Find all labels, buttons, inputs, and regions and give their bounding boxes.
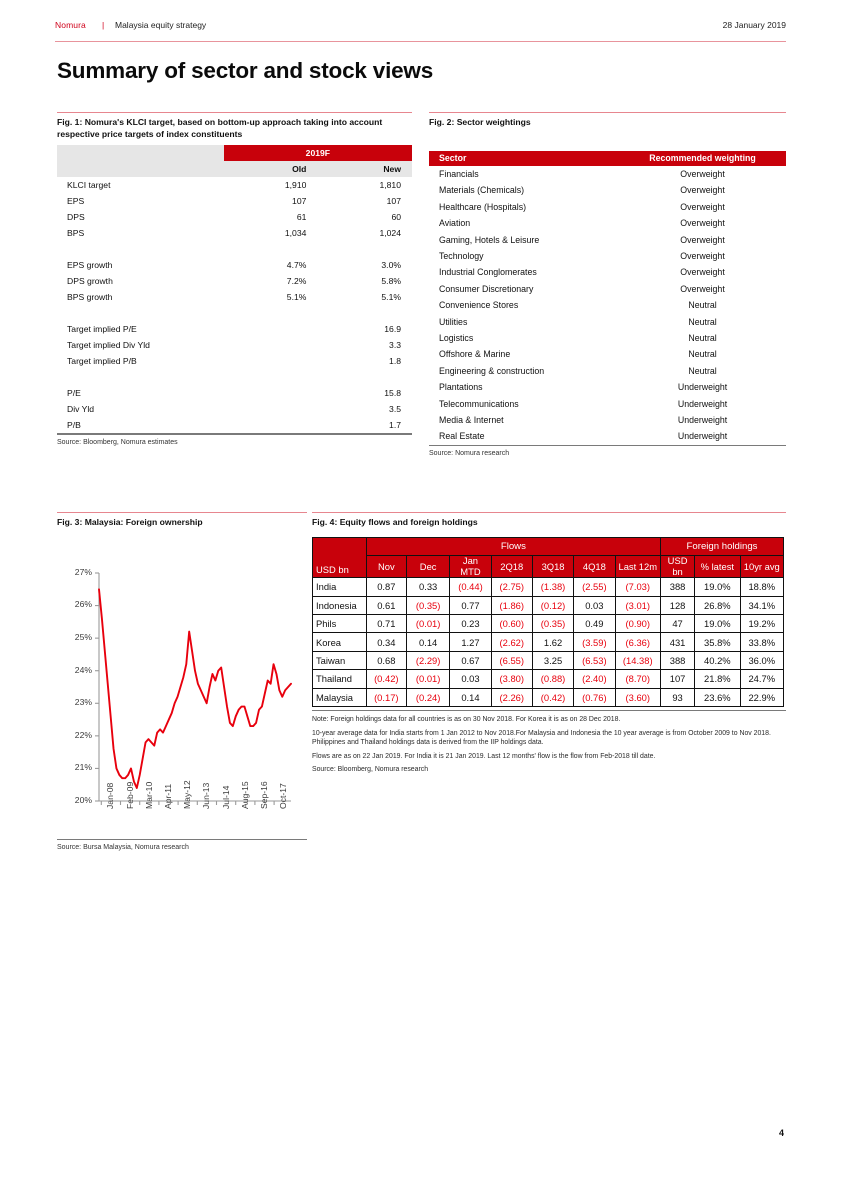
table-row [57, 225, 412, 241]
figure-4-note-2: 10-year average data for India starts from 1 Jan 2012 to Nov 2018.For Malaysia and Indonesia the 10 year average is from October 2009 to Nov 2018. Philippines and Thailand holdings data is derived from the IIP holdings data. [312, 729, 771, 747]
holdings-10yr-avg: 33.8% [740, 633, 783, 651]
col-header-new: New [317, 161, 412, 177]
sector-weighting: Overweight [680, 218, 725, 229]
header-separator: | [102, 20, 105, 30]
table-row [313, 688, 784, 706]
row-label: EPS [67, 196, 85, 207]
country-name: India [313, 578, 367, 596]
x-tick-label: Apr-11 [162, 783, 173, 809]
table-row [429, 182, 786, 198]
page-number: 4 [778, 1128, 784, 1138]
country-name: Malaysia [313, 688, 367, 706]
flow-4q18: (2.40) [574, 670, 615, 688]
flow-nov: 0.71 [366, 615, 406, 633]
flow-last-12m: (8.70) [615, 670, 661, 688]
flow-jan-mtd: 0.03 [450, 670, 491, 688]
flow-4q18: 0.03 [574, 596, 615, 614]
x-tick-label: Jun-13 [201, 782, 212, 809]
figure-4-top-rule [312, 512, 786, 513]
flow-nov: (0.42) [366, 670, 406, 688]
row-value-new: 15.8 [384, 388, 401, 399]
flow-dec: 0.14 [406, 633, 449, 651]
flow-3q18: (0.35) [532, 615, 573, 633]
y-tick-label: 20% [74, 794, 92, 805]
flow-2q18: (2.75) [491, 578, 532, 596]
holdings-10yr-avg: 24.7% [740, 670, 783, 688]
table-spacer [57, 305, 412, 321]
row-label: DPS growth [67, 276, 113, 287]
table-row [57, 417, 412, 433]
table-row [57, 353, 412, 369]
figure-1-caption: Fig. 1: Nomura's KLCI target, based on bottom-up approach taking into account respective price targets of index constituents [57, 117, 383, 139]
y-tick-label: 21% [74, 762, 92, 773]
holdings-10yr-avg: 34.1% [740, 596, 783, 614]
sector-weighting: Neutral [688, 365, 717, 376]
flow-2q18: (6.55) [491, 651, 532, 669]
flow-nov: 0.87 [366, 578, 406, 596]
x-tick-label: Mar-10 [143, 781, 154, 809]
table-row [429, 412, 786, 428]
table-row [57, 337, 412, 353]
sector-name: Real Estate [429, 428, 619, 445]
flow-4q18: (6.53) [574, 651, 615, 669]
figure-1 [57, 112, 412, 448]
table-row [429, 428, 786, 445]
running-header [55, 20, 786, 42]
sector-weighting: Overweight [680, 169, 725, 180]
row-value-old: 5.1% [286, 292, 307, 303]
flow-jan-mtd: (0.44) [450, 578, 491, 596]
figure-3-bottom-rule [57, 839, 307, 840]
holdings-pct-latest: 40.2% [695, 651, 740, 669]
flow-2q18: (2.26) [491, 688, 532, 706]
table-row [429, 231, 786, 247]
table-row [313, 633, 784, 651]
row-value-old [224, 321, 318, 337]
table-row [429, 215, 786, 231]
y-tick-label: 24% [74, 664, 92, 675]
x-tick-label: Jan-08 [105, 782, 116, 809]
sector-weighting: Underweight [619, 428, 786, 445]
header-divider [55, 41, 786, 42]
col-header-last-12m: Last 12m [615, 556, 661, 578]
row-value-new: 1,024 [379, 228, 401, 239]
col-header-old: Old [224, 161, 318, 177]
row-label: Target implied Div Yld [67, 340, 150, 351]
corner-cell: USD bn [313, 537, 367, 577]
row-value-old: 4.7% [286, 260, 307, 271]
sector-name: Healthcare (Hospitals) [439, 201, 527, 212]
nomura-logo: Nomura [55, 20, 86, 30]
table-row [313, 651, 784, 669]
table-row [429, 346, 786, 362]
flow-dec: (0.24) [406, 688, 449, 706]
holdings-usd-bn: 107 [661, 670, 695, 688]
row-label: KLCI target [67, 180, 111, 191]
row-value-new: 107 [386, 196, 401, 207]
table-group-header-row [313, 537, 784, 555]
sector-name: Logistics [439, 332, 474, 343]
table-row [429, 166, 786, 182]
y-tick-label: 27% [74, 566, 92, 577]
table-row [57, 401, 412, 417]
holdings-usd-bn: 431 [661, 633, 695, 651]
sector-weighting: Underweight [677, 382, 728, 393]
table-header-row [429, 151, 786, 166]
row-value-new: 3.0% [381, 260, 401, 271]
figure-2-source: Source: Nomura research [429, 449, 510, 457]
y-tick-label: 23% [74, 697, 92, 708]
col-header-dec: Dec [406, 556, 449, 578]
sector-weighting: Overweight [680, 234, 725, 245]
table-row [57, 209, 412, 225]
y-axis-ticks [95, 573, 99, 801]
sector-weighting: Overweight [680, 201, 725, 212]
holdings-usd-bn: 128 [661, 596, 695, 614]
figure-4-note-3: Flows are as on 22 Jan 2019. For India it is 21 Jan 2019. Last 12 months' flow is the flow from Feb-2018 till date. [312, 752, 656, 760]
sector-weighting: Underweight [677, 398, 728, 409]
sector-weightings-table [429, 151, 786, 446]
row-value-old [224, 417, 318, 433]
col-header-4q18: 4Q18 [574, 556, 615, 578]
table-spacer [57, 369, 412, 385]
table-row [313, 596, 784, 614]
table-row [313, 615, 784, 633]
flow-3q18: 3.25 [532, 651, 573, 669]
flow-4q18: (0.76) [574, 688, 615, 706]
y-tick-label: 22% [74, 729, 92, 740]
country-name: Thailand [313, 670, 367, 688]
figure-4-source: Source: Bloomberg, Nomura research [312, 766, 429, 774]
table-row [429, 281, 786, 297]
row-value-old [224, 353, 318, 369]
sector-weighting: Overweight [680, 267, 725, 278]
figure-1-source: Source: Bloomberg, Nomura estimates [57, 438, 178, 446]
row-value-old [224, 401, 318, 417]
country-name: Korea [313, 633, 367, 651]
row-label: EPS growth [67, 260, 113, 271]
sector-weighting: Overweight [680, 251, 725, 262]
col-header-10yr-avg: 10yr avg [740, 556, 783, 578]
sector-weighting: Neutral [688, 316, 717, 327]
flow-3q18: 1.62 [532, 633, 573, 651]
x-tick-label: Oct-17 [278, 783, 289, 809]
flow-4q18: (3.59) [574, 633, 615, 651]
col-header-sector: Sector [429, 151, 619, 166]
col-header-usd-bn: USD bn [661, 556, 695, 578]
y-tick-label: 26% [74, 599, 92, 610]
flow-jan-mtd: 0.67 [450, 651, 491, 669]
sector-name: Utilities [439, 316, 468, 327]
figure-3 [57, 512, 307, 853]
sector-name: Telecommunications [439, 398, 519, 409]
flow-last-12m: (6.36) [615, 633, 661, 651]
row-value-old: 61 [296, 212, 307, 223]
flow-3q18: (0.88) [532, 670, 573, 688]
flow-2q18: (0.60) [491, 615, 532, 633]
sector-weighting: Neutral [688, 300, 717, 311]
country-name: Taiwan [313, 651, 367, 669]
foreign-ownership-chart [57, 529, 307, 839]
flow-3q18: (1.38) [532, 578, 573, 596]
sector-weighting: Overweight [680, 283, 725, 294]
table-row [313, 670, 784, 688]
flow-2q18: (1.86) [491, 596, 532, 614]
group-header-foreign-holdings: Foreign holdings [661, 537, 784, 555]
table-row [429, 330, 786, 346]
holdings-usd-bn: 47 [661, 615, 695, 633]
flow-last-12m: (0.90) [615, 615, 661, 633]
row-value-old: 1,910 [284, 180, 307, 191]
flow-nov: 0.34 [366, 633, 406, 651]
holdings-10yr-avg: 19.2% [740, 615, 783, 633]
x-tick-label: Feb-09 [124, 781, 135, 809]
figure-1-bottom-rule [57, 433, 412, 434]
col-header-weighting: Recommended weighting [619, 151, 786, 166]
row-label: Target implied P/B [67, 356, 137, 367]
row-value-old: 7.2% [286, 276, 307, 287]
table-row [429, 264, 786, 280]
holdings-pct-latest: 19.0% [695, 615, 740, 633]
table-row [429, 395, 786, 411]
x-tick-label: May-12 [182, 780, 193, 809]
group-header-pad [57, 145, 224, 161]
sector-weighting: Overweight [680, 185, 725, 196]
table-row [429, 297, 786, 313]
flow-dec: 0.33 [406, 578, 449, 596]
row-value-new: 1.8 [389, 356, 401, 367]
country-name: Phils [313, 615, 367, 633]
row-value-new: 16.9 [384, 324, 401, 335]
sector-name: Offshore & Marine [439, 349, 511, 360]
holdings-10yr-avg: 18.8% [740, 578, 783, 596]
row-label: BPS growth [67, 292, 113, 303]
holdings-pct-latest: 21.8% [695, 670, 740, 688]
row-label: BPS [67, 228, 85, 239]
figure-2 [429, 112, 786, 459]
flow-4q18: 0.49 [574, 615, 615, 633]
col-header-nov: Nov [366, 556, 406, 578]
subheader-pad [57, 161, 224, 177]
table-group-header-row [57, 145, 412, 161]
klci-target-table [57, 145, 412, 433]
row-label: Target implied P/E [67, 324, 137, 335]
row-value-old: 107 [292, 196, 307, 207]
holdings-usd-bn: 388 [661, 651, 695, 669]
row-label: Div Yld [67, 404, 95, 415]
table-row [429, 313, 786, 329]
table-row [429, 199, 786, 215]
row-label: DPS [67, 212, 85, 223]
flow-jan-mtd: 0.14 [450, 688, 491, 706]
table-row [57, 177, 412, 193]
holdings-pct-latest: 23.6% [695, 688, 740, 706]
sector-name: Materials (Chemicals) [439, 185, 525, 196]
flow-dec: (2.29) [406, 651, 449, 669]
flow-4q18: (2.55) [574, 578, 615, 596]
group-header-flows: Flows [366, 537, 660, 555]
sector-name: Convenience Stores [439, 300, 519, 311]
flow-2q18: (2.62) [491, 633, 532, 651]
row-value-new: 5.8% [381, 276, 401, 287]
figure-2-top-rule [429, 112, 786, 113]
col-header-2q18: 2Q18 [491, 556, 532, 578]
col-header-jan-mtd: Jan MTD [450, 556, 491, 578]
sector-name: Media & Internet [439, 414, 504, 425]
col-header-3q18: 3Q18 [532, 556, 573, 578]
figure-4-bottom-rule [312, 710, 786, 711]
row-value-old [224, 385, 318, 401]
flow-nov: 0.68 [366, 651, 406, 669]
sector-name: Technology [439, 251, 484, 262]
flow-nov: 0.61 [366, 596, 406, 614]
flow-jan-mtd: 1.27 [450, 633, 491, 651]
flow-last-12m: (3.01) [615, 596, 661, 614]
holdings-pct-latest: 26.8% [695, 596, 740, 614]
country-name: Indonesia [313, 596, 367, 614]
flow-2q18: (3.80) [491, 670, 532, 688]
flow-nov: (0.17) [366, 688, 406, 706]
equity-flows-table [312, 537, 784, 707]
row-value-old: 1,034 [284, 228, 307, 239]
figure-4 [312, 512, 786, 775]
flow-3q18: (0.12) [532, 596, 573, 614]
header-subtitle: Malaysia equity strategy [115, 20, 207, 30]
flow-dec: (0.35) [406, 596, 449, 614]
row-value-old [224, 337, 318, 353]
table-row [57, 273, 412, 289]
flow-dec: (0.01) [406, 670, 449, 688]
sector-weighting: Neutral [688, 349, 717, 360]
flow-jan-mtd: 0.77 [450, 596, 491, 614]
figure-4-note-1: Note: Foreign holdings data for all countries is as on 30 Nov 2018. For Korea it is as on 28 Dec 2018. [312, 716, 621, 724]
table-row [57, 257, 412, 273]
flow-last-12m: (14.38) [615, 651, 661, 669]
x-tick-label: Aug-15 [239, 781, 250, 809]
sector-name: Gaming, Hotels & Leisure [439, 234, 540, 245]
row-value-new: 60 [391, 212, 401, 223]
table-row [57, 385, 412, 401]
table-row [57, 289, 412, 305]
row-value-new: 5.1% [381, 292, 401, 303]
figure-1-top-rule [57, 112, 412, 113]
row-value-new: 1,810 [379, 180, 401, 191]
figure-2-caption: Fig. 2: Sector weightings [429, 117, 531, 128]
table-spacer [57, 241, 412, 257]
holdings-pct-latest: 19.0% [695, 578, 740, 596]
row-value-new: 3.3 [389, 340, 401, 351]
row-label: P/E [67, 388, 81, 399]
table-row [313, 578, 784, 596]
table-row [429, 363, 786, 379]
sector-name: Industrial Conglomerates [439, 267, 537, 278]
flow-jan-mtd: 0.23 [450, 615, 491, 633]
table-subheader-row [57, 161, 412, 177]
series-foreign-ownership [99, 589, 291, 788]
col-header-pct-latest: % latest [695, 556, 740, 578]
table-row [429, 248, 786, 264]
table-row [57, 193, 412, 209]
y-tick-label: 25% [74, 632, 92, 643]
sector-weighting: Neutral [688, 332, 717, 343]
figure-3-top-rule [57, 512, 307, 513]
sector-name: Financials [439, 169, 479, 180]
figure-3-source: Source: Bursa Malaysia, Nomura research [57, 843, 189, 851]
x-tick-label: Sep-16 [258, 781, 269, 809]
sector-weighting: Underweight [677, 414, 728, 425]
table-subheader-row [313, 556, 784, 578]
flow-3q18: (0.42) [532, 688, 573, 706]
row-value-new: 3.5 [389, 404, 401, 415]
header-date: 28 January 2019 [722, 20, 786, 30]
flow-dec: (0.01) [406, 615, 449, 633]
page-title: Summary of sector and stock views [57, 58, 434, 83]
sector-name: Plantations [439, 382, 483, 393]
holdings-usd-bn: 93 [661, 688, 695, 706]
x-tick-label: Jul-14 [220, 785, 231, 809]
table-row [429, 379, 786, 395]
figure-3-caption: Fig. 3: Malaysia: Foreign ownership [57, 517, 203, 528]
holdings-10yr-avg: 22.9% [740, 688, 783, 706]
holdings-10yr-avg: 36.0% [740, 651, 783, 669]
sector-name: Engineering & construction [439, 365, 545, 376]
table-row [57, 321, 412, 337]
group-header-2019f: 2019F [224, 145, 412, 161]
row-value-new: 1.7 [389, 420, 401, 431]
sector-name: Consumer Discretionary [439, 283, 534, 294]
holdings-usd-bn: 388 [661, 578, 695, 596]
figure-4-caption: Fig. 4: Equity flows and foreign holdings [312, 517, 478, 528]
holdings-pct-latest: 35.8% [695, 633, 740, 651]
flow-last-12m: (3.60) [615, 688, 661, 706]
flow-last-12m: (7.03) [615, 578, 661, 596]
row-label: P/B [67, 420, 81, 431]
sector-name: Aviation [439, 218, 471, 229]
